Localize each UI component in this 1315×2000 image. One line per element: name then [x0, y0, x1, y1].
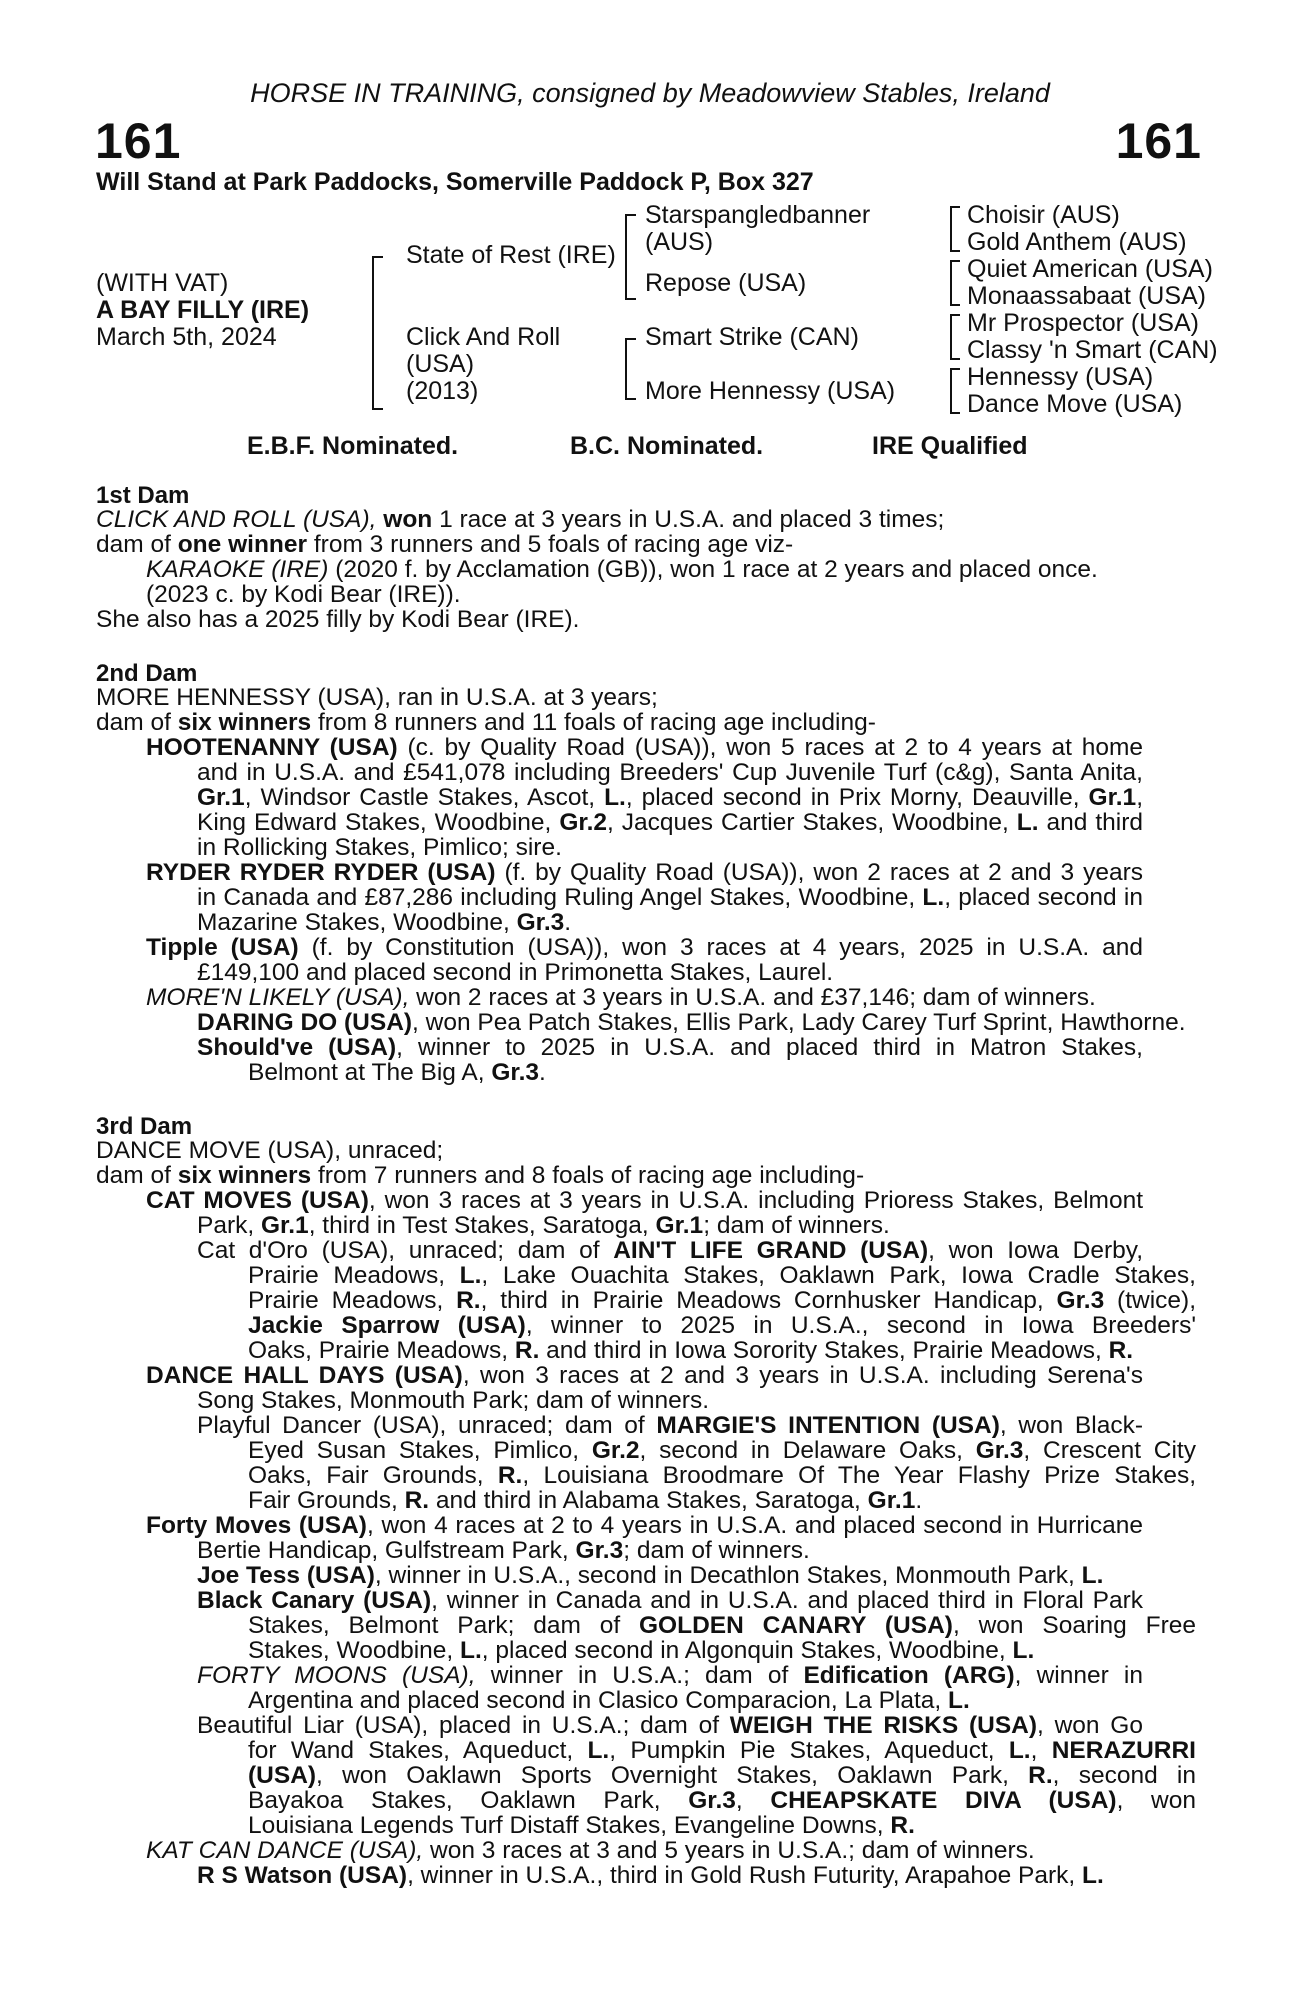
second-dam-line: HOOTENANNY (USA) (c. by Quality Road (USA)), won 5 races at 2 to 4 years at home — [146, 734, 1143, 761]
lot-number-right: 161 — [1115, 113, 1202, 169]
second-dam-line: MORE HENNESSY (USA), ran in U.S.A. at 3 years; — [96, 684, 658, 711]
third-dam-line: Black Canary (USA), winner in Canada and in U.S.A. and placed third in Floral Park — [197, 1587, 1143, 1614]
third-dam-line: DANCE HALL DAYS (USA), won 3 races at 2 and 3 years in U.S.A. including Serena's — [146, 1362, 1143, 1389]
second-dam-line: in Canada and £87,286 including Ruling Angel Stakes, Woodbine, L., placed second in — [197, 884, 1143, 911]
pedigree-g4-8: Dance Move (USA) — [967, 390, 1183, 418]
third-dam-heading: 3rd Dam — [96, 1113, 193, 1140]
pedigree-sire: State of Rest (IRE) — [406, 241, 616, 269]
third-dam-line: CAT MOVES (USA), won 3 races at 3 years in U.S.A. including Prioress Stakes, Belmont — [146, 1187, 1144, 1214]
pedigree-dam-sire: Smart Strike (CAN) — [645, 323, 859, 351]
second-dam-line: King Edward Stakes, Woodbine, Gr.2, Jacques Cartier Stakes, Woodbine, L. and third — [197, 809, 1143, 836]
second-dam-heading: 2nd Dam — [96, 660, 198, 687]
second-dam-line: MORE'N LIKELY (USA), won 2 races at 3 years in U.S.A. and £37,146; dam of winners. — [146, 984, 1096, 1011]
third-dam-line: Louisiana Legends Turf Distaff Stakes, Evangeline Downs, R. — [248, 1812, 915, 1839]
pedigree-sire-dam: Repose (USA) — [645, 269, 807, 297]
third-dam-line: Joe Tess (USA), winner in U.S.A., second in Decathlon Stakes, Monmouth Park, L. — [197, 1562, 1104, 1589]
third-dam-line: (USA), won Oaklawn Sports Overnight Stakes, Oaklawn Park, R., second in — [248, 1762, 1197, 1789]
third-dam-line: for Wand Stakes, Aqueduct, L., Pumpkin Pie Stakes, Aqueduct, L., NERAZURRI — [248, 1737, 1196, 1764]
second-dam-line: Gr.1, Windsor Castle Stakes, Ascot, L., placed second in Prix Morny, Deauville, Gr.1, — [197, 784, 1144, 811]
pedigree-brace — [950, 260, 960, 306]
third-dam-line: Bayakoa Stakes, Oaklawn Park, Gr.3, CHEAPSKATE DIVA (USA), won — [248, 1787, 1196, 1814]
second-dam-line: and in U.S.A. and £541,078 including Breeders' Cup Juvenile Turf (c&g), Santa Anita, — [197, 759, 1143, 786]
third-dam-line: Song Stakes, Monmouth Park; dam of winners. — [197, 1387, 710, 1414]
pedigree-g4-5: Mr Prospector (USA) — [967, 309, 1199, 337]
third-dam-line: Stakes, Woodbine, L., placed second in Algonquin Stakes, Woodbine, L. — [248, 1637, 1035, 1664]
pedigree-g4-3: Quiet American (USA) — [967, 255, 1213, 283]
third-dam-line: Bertie Handicap, Gulfstream Park, Gr.3; dam of winners. — [197, 1537, 810, 1564]
pedigree-g4-4: Monaassabaat (USA) — [967, 282, 1207, 310]
bc-nomination: B.C. Nominated. — [570, 432, 764, 460]
second-dam-line: dam of six winners from 8 runners and 11 foals of racing age including- — [96, 709, 876, 736]
third-dam-line: R S Watson (USA), winner in U.S.A., third in Gold Rush Futurity, Arapahoe Park, L. — [197, 1862, 1104, 1889]
ire-qualified: IRE Qualified — [872, 432, 1028, 460]
third-dam-line: Playful Dancer (USA), unraced; dam of MARGIE'S INTENTION (USA), won Black- — [197, 1412, 1143, 1439]
third-dam-line: Cat d'Oro (USA), unraced; dam of AIN'T LIFE GRAND (USA), won Iowa Derby, — [197, 1237, 1143, 1264]
pedigree-dam-dam: More Hennessy (USA) — [645, 377, 896, 405]
second-dam-line: Should've (USA), winner to 2025 in U.S.A. and placed third in Matron Stakes, — [197, 1034, 1143, 1061]
pedigree-g4-6: Classy 'n Smart (CAN) — [967, 336, 1218, 364]
third-dam-line: Jackie Sparrow (USA), winner to 2025 in U.S.A., second in Iowa Breeders' — [248, 1312, 1196, 1339]
first-dam-line: dam of one winner from 3 runners and 5 foals of racing age viz- — [96, 531, 794, 558]
first-dam-line: CLICK AND ROLL (USA), won 1 race at 3 years in U.S.A. and placed 3 times; — [96, 506, 945, 533]
pedigree-sire-sire: Starspangledbanner — [645, 201, 871, 229]
catalogue-header: HORSE IN TRAINING, consigned by Meadowview Stables, Ireland — [250, 78, 1050, 108]
third-dam-line: Beautiful Liar (USA), placed in U.S.A.; dam of WEIGH THE RISKS (USA), won Go — [197, 1712, 1143, 1739]
third-dam-line: Prairie Meadows, L., Lake Ouachita Stakes, Oaklawn Park, Iowa Cradle Stakes, — [248, 1262, 1196, 1289]
second-dam-line: Tipple (USA) (f. by Constitution (USA)), won 3 races at 4 years, 2025 in U.S.A. and — [146, 934, 1144, 961]
pedigree-brace — [372, 256, 383, 410]
pedigree-sire-sire-origin: (AUS) — [645, 228, 714, 256]
foaling-date: March 5th, 2024 — [96, 323, 277, 351]
third-dam-line: Stakes, Belmont Park; dam of GOLDEN CANARY (USA), won Soaring Free — [248, 1612, 1196, 1639]
first-dam-line: She also has a 2025 filly by Kodi Bear (IRE). — [96, 606, 580, 633]
pedigree-g4-1: Choisir (AUS) — [967, 201, 1120, 229]
second-dam-line: DARING DO (USA), won Pea Patch Stakes, Ellis Park, Lady Carey Turf Sprint, Hawthorne. — [197, 1009, 1186, 1036]
third-dam-line: KAT CAN DANCE (USA), won 3 races at 3 and 5 years in U.S.A.; dam of winners. — [146, 1837, 1035, 1864]
first-dam-heading: 1st Dam — [96, 482, 190, 509]
first-dam-line: (2023 c. by Kodi Bear (IRE)). — [146, 581, 461, 608]
third-dam-line: DANCE MOVE (USA), unraced; — [96, 1137, 444, 1164]
pedigree-brace — [950, 206, 960, 252]
second-dam-line: RYDER RYDER RYDER (USA) (f. by Quality Road (USA)), won 2 races at 2 and 3 years — [146, 859, 1143, 886]
second-dam-line: Belmont at The Big A, Gr.3. — [248, 1059, 546, 1086]
stabling-location: Will Stand at Park Paddocks, Somerville Paddock P, Box 327 — [96, 168, 814, 196]
pedigree-dam-origin: (USA) — [406, 350, 475, 378]
second-dam-line: in Rollicking Stakes, Pimlico; sire. — [197, 834, 562, 861]
pedigree-brace — [950, 314, 960, 360]
third-dam-line: FORTY MOONS (USA), winner in U.S.A.; dam of Edification (ARG), winner in — [197, 1662, 1144, 1689]
third-dam-line: Eyed Susan Stakes, Pimlico, Gr.2, second in Delaware Oaks, Gr.3, Crescent City — [248, 1437, 1196, 1464]
horse-name: A BAY FILLY (IRE) — [96, 296, 310, 324]
lot-number-left: 161 — [95, 113, 182, 169]
third-dam-line: Forty Moves (USA), won 4 races at 2 to 4 years in U.S.A. and placed second in Hurricane — [146, 1512, 1143, 1539]
third-dam-line: Fair Grounds, R. and third in Alabama Stakes, Saratoga, Gr.1. — [248, 1487, 923, 1514]
pedigree-brace — [625, 338, 636, 400]
first-dam-line: KARAOKE (IRE) (2020 f. by Acclamation (GB)), won 1 race at 2 years and placed once. — [146, 556, 1098, 583]
third-dam-line: Oaks, Fair Grounds, R., Louisiana Broodmare Of The Year Flashy Prize Stakes, — [248, 1462, 1197, 1489]
second-dam-line: Mazarine Stakes, Woodbine, Gr.3. — [197, 909, 572, 936]
pedigree-dam: Click And Roll — [406, 323, 561, 351]
third-dam-line: Park, Gr.1, third in Test Stakes, Saratoga, Gr.1; dam of winners. — [197, 1212, 890, 1239]
third-dam-line: Argentina and placed second in Clasico Comparacion, La Plata, L. — [248, 1687, 970, 1714]
pedigree-g4-2: Gold Anthem (AUS) — [967, 228, 1187, 256]
third-dam-line: Oaks, Prairie Meadows, R. and third in Iowa Sorority Stakes, Prairie Meadows, R. — [248, 1337, 1134, 1364]
third-dam-line: Prairie Meadows, R., third in Prairie Meadows Cornhusker Handicap, Gr.3 (twice), — [248, 1287, 1197, 1314]
pedigree-brace — [625, 214, 636, 300]
second-dam-line: £149,100 and placed second in Primonetta Stakes, Laurel. — [197, 959, 834, 986]
pedigree-g4-7: Hennessy (USA) — [967, 363, 1154, 391]
ebf-nomination: E.B.F. Nominated. — [247, 432, 459, 460]
pedigree-dam-year: (2013) — [406, 377, 479, 405]
vat-note: (WITH VAT) — [96, 269, 229, 297]
pedigree-brace — [950, 368, 960, 414]
third-dam-line: dam of six winners from 7 runners and 8 foals of racing age including- — [96, 1162, 865, 1189]
